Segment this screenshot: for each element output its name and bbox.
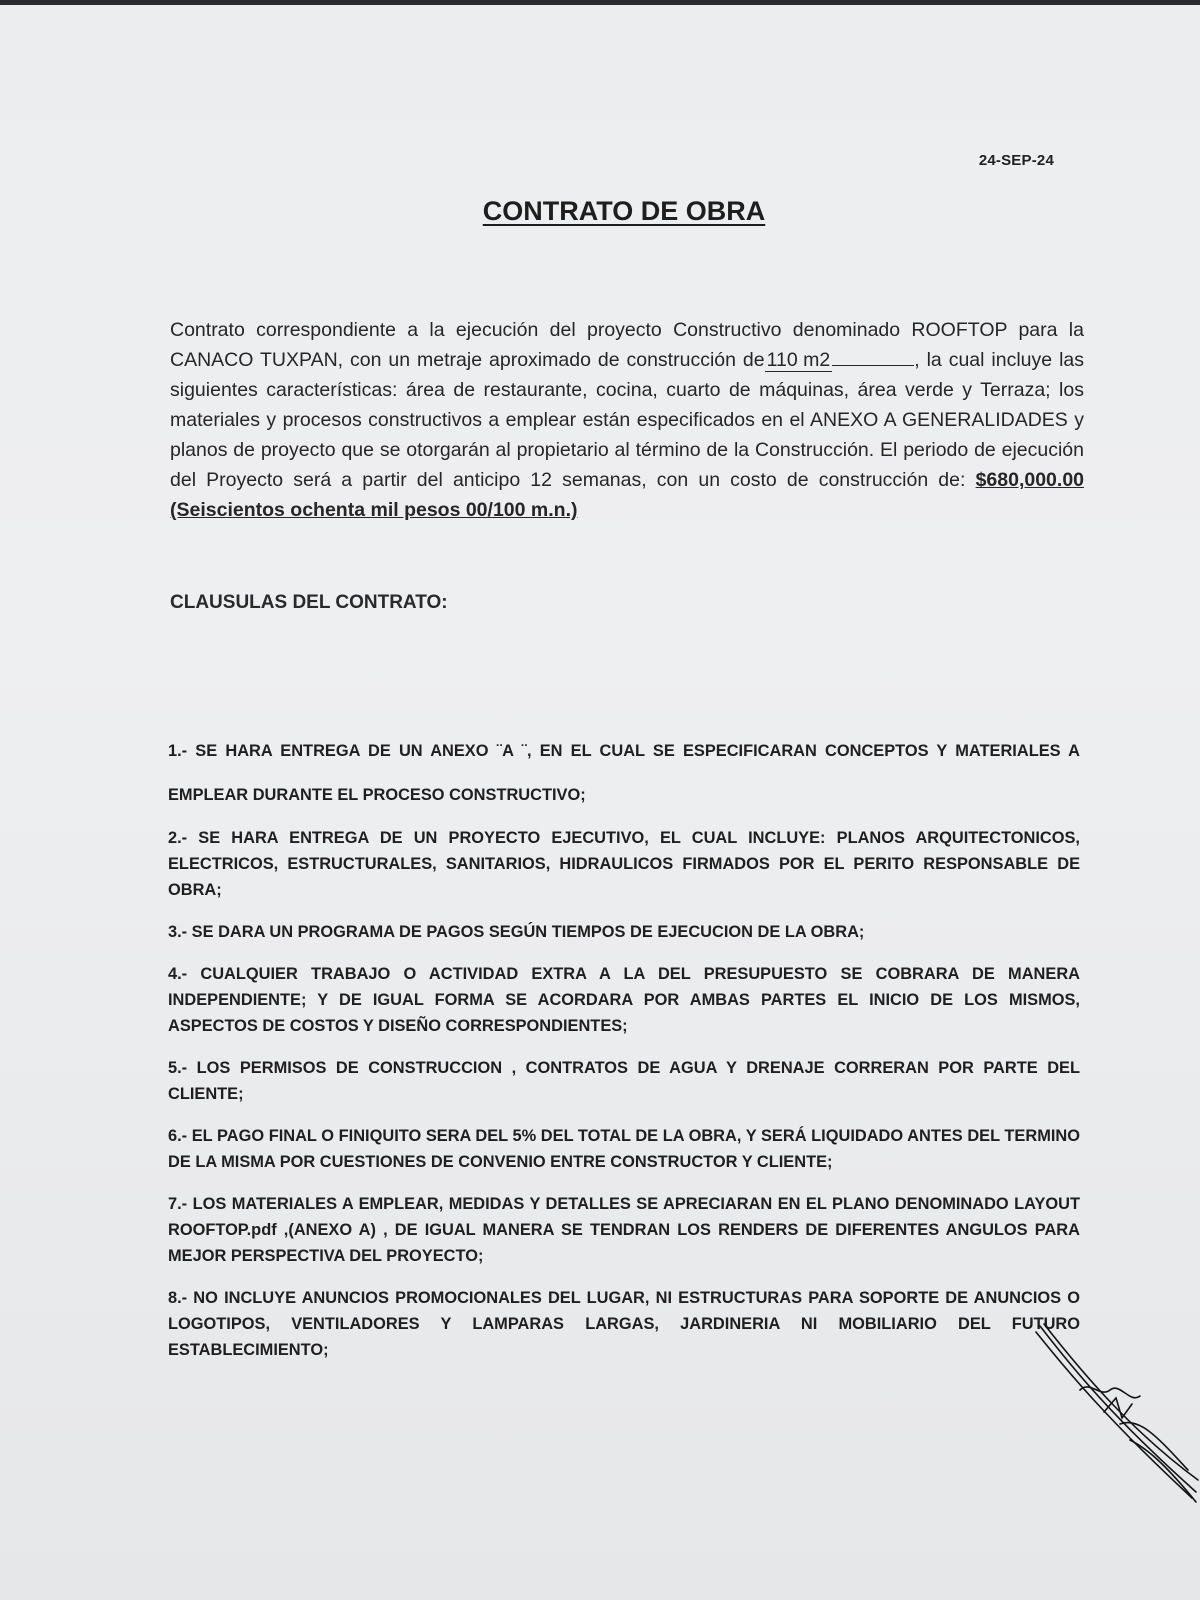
intro-text-2: , la cual incluye las siguientes características: área de restaurante, cocina, cuarto de máquinas, área verde y Terraza; los materiales y procesos constructivos a emplear están especificados en el ANEXO A GENERALIDADES y planos de proyecto que se otorgarán al propietario al término de la Construcción. El periodo de ejecución del Proyecto será a partir del anticipo 12 semanas, con un costo de construcción de: <box>170 349 1084 491</box>
clauses-heading: CLAUSULAS DEL CONTRATO: <box>170 592 448 613</box>
clause-item: 3.- SE DARA UN PROGRAMA DE PAGOS SEGÚN TIEMPOS DE EJECUCION DE LA OBRA; <box>168 923 865 941</box>
clause-item: 8.- NO INCLUYE ANUNCIOS PROMOCIONALES DEL LUGAR, NI ESTRUCTURAS PARA SOPORTE DE ANUNCIOS O LOGOTIPOS, VENTILADORES Y LAMPARAS LARGAS, JARDINERIA NI MOBILIARIO DEL FUTURO ESTABLECIMIENTO; <box>168 1289 1080 1359</box>
clause-item: 1.- SE HARA ENTREGA DE UN ANEXO ¨A ¨, EN EL CUAL SE ESPECIFICARAN CONCEPTOS Y MATERIALES A EMPLEAR DURANTE EL PROCESO CONSTRUCTIVO; <box>168 742 1080 804</box>
document-title: CONTRATO DE OBRA <box>482 196 766 226</box>
handwritten-signature <box>1020 1320 1200 1510</box>
clause-item: 4.- CUALQUIER TRABAJO O ACTIVIDAD EXTRA A LA DEL PRESUPUESTO SE COBRARA DE MANERA INDEPENDIENTE; Y DE IGUAL FORMA SE ACORDARA POR AMBAS PARTES EL INICIO DE LOS MISMOS, ASPECTOS DE COSTOS Y DISEÑO CORRESPONDIENTES; <box>168 965 1080 1035</box>
area-value-blank: 110 m2 <box>766 349 831 371</box>
area-blank-tail <box>832 365 914 366</box>
intro-text-1: Contrato correspondiente a la ejecución del proyecto Constructivo denominado ROOFTOP para la CANACO TUXPAN, con un metraje aproximado de construcción de <box>170 319 1084 371</box>
clauses-list <box>168 729 1080 1379</box>
clause-item: 7.- LOS MATERIALES A EMPLEAR, MEDIDAS Y DETALLES SE APRECIARAN EN EL PLANO DENOMINADO LAYOUT ROOFTOP.pdf ,(ANEXO A) , DE IGUAL MANERA SE TENDRAN LOS RENDERS DE DIFERENTES ANGULOS PARA MEJOR PERSPECTIVA DEL PROYECTO; <box>168 1195 1080 1265</box>
document-date: 24-SEP-24 <box>978 152 1054 169</box>
clause-item: 2.- SE HARA ENTREGA DE UN PROYECTO EJECUTIVO, EL CUAL INCLUYE: PLANOS ARQUITECTONICOS, ELECTRICOS, ESTRUCTURALES, SANITARIOS, HIDRAULICOS FIRMADOS POR EL PERITO RESPONSABLE DE OBRA; <box>168 829 1080 899</box>
intro-paragraph <box>170 315 1084 525</box>
page-top-edge <box>0 0 1200 5</box>
construction-cost: $680,000.00 (Seiscientos ochenta mil pesos 00/100 m.n.) <box>170 469 1085 521</box>
clause-item: 5.- LOS PERMISOS DE CONSTRUCCION , CONTRATOS DE AGUA Y DRENAJE CORRERAN POR PARTE DEL CLIENTE; <box>168 1059 1080 1103</box>
clause-item: 6.- EL PAGO FINAL O FINIQUITO SERA DEL 5% DEL TOTAL DE LA OBRA, Y SERÁ LIQUIDADO ANTES DEL TERMINO DE LA MISMA POR CUESTIONES DE CONVENIO ENTRE CONSTRUCTOR Y CLIENTE; <box>168 1127 1080 1171</box>
